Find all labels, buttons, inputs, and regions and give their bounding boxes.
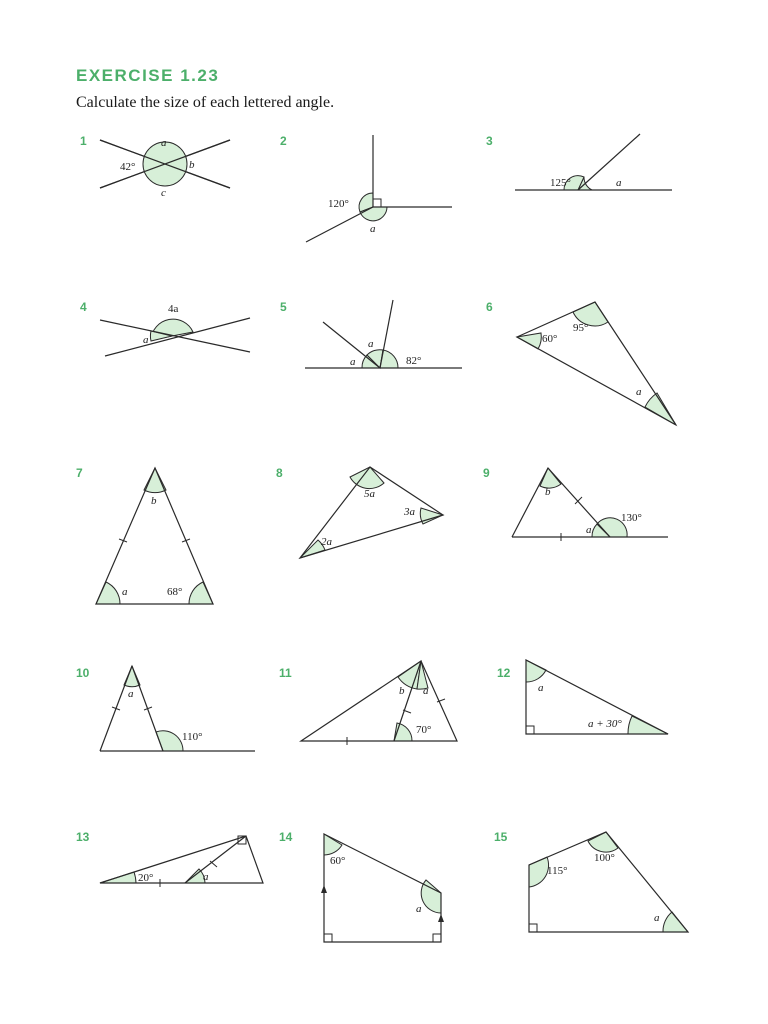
problem-number: 2: [280, 134, 287, 148]
angle-label: a: [538, 682, 544, 694]
angle-arc: [645, 393, 676, 425]
problem-15: [494, 830, 688, 932]
right-angle-marker: [529, 924, 537, 932]
angle-label: 70°: [416, 724, 432, 736]
line: [578, 134, 640, 190]
problem-number: 7: [76, 466, 83, 480]
problem-5: [280, 300, 462, 368]
angle-label: 130°: [621, 512, 642, 524]
problem-1: [80, 134, 230, 199]
angle-label: 115°: [547, 865, 568, 877]
problem-13: [76, 830, 263, 887]
angle-label: 120°: [328, 198, 349, 210]
problem-2: [280, 134, 452, 242]
parallel-arrow: [438, 914, 444, 922]
angle-arc: [96, 582, 120, 604]
equal-tick: [210, 861, 217, 867]
right-angle-marker: [526, 726, 534, 734]
angle-label: c: [161, 187, 166, 199]
problem-number: 12: [497, 666, 511, 680]
angle-label: a: [416, 903, 422, 915]
angle-label: 60°: [330, 855, 346, 867]
angle-label: 42°: [120, 161, 136, 173]
angle-arc: [526, 660, 546, 682]
angle-label: 100°: [594, 852, 615, 864]
angle-label: b: [545, 486, 551, 498]
parallel-arrow: [321, 885, 327, 893]
angle-label: a: [370, 223, 376, 235]
angle-arc: [156, 731, 183, 751]
problem-4: [80, 300, 250, 356]
line: [548, 468, 610, 537]
angle-arc: [663, 912, 688, 932]
angle-arc: [324, 834, 342, 855]
angle-label: 125°: [550, 177, 571, 189]
problem-number: 13: [76, 830, 90, 844]
problem-number: 11: [279, 666, 292, 680]
angle-label: a: [143, 334, 149, 346]
angle-label: a: [122, 586, 128, 598]
angle-label: a: [128, 688, 134, 700]
angle-label: a + 30°: [588, 718, 622, 730]
angle-label: a: [368, 338, 374, 350]
problem-number: 10: [76, 666, 90, 680]
problem-number: 9: [483, 466, 490, 480]
exercise-title: EXERCISE 1.23: [76, 66, 220, 85]
angle-label: a: [350, 356, 356, 368]
instruction-text: Calculate the size of each lettered angle.: [76, 94, 335, 111]
angle-arc: [189, 582, 213, 604]
angle-label: 82°: [406, 355, 422, 367]
problem-7: [76, 466, 213, 604]
problem-number: 3: [486, 134, 493, 148]
problem-9: [483, 466, 668, 541]
angle-label: a: [586, 524, 592, 536]
problem-number: 1: [80, 134, 87, 148]
angle-label: a: [654, 912, 660, 924]
angle-label: 4a: [168, 303, 179, 315]
angle-label: a: [616, 177, 622, 189]
angle-label: 68°: [167, 586, 183, 598]
line: [306, 207, 373, 242]
problem-11: [279, 661, 457, 745]
angle-label: 110°: [182, 731, 203, 743]
angle-label: 3a: [404, 506, 415, 518]
problem-8: [276, 466, 443, 558]
problem-10: [76, 666, 255, 751]
line: [512, 468, 548, 537]
problem-3: [486, 134, 672, 190]
triangle: [301, 661, 457, 741]
problem-number: 6: [486, 300, 493, 314]
angle-arc: [144, 468, 166, 493]
problem-14: [279, 830, 444, 942]
problem-12: [497, 660, 668, 734]
angle-label: b: [399, 685, 405, 697]
angle-label: 2a: [321, 536, 332, 548]
angle-label: a: [636, 386, 642, 398]
problem-number: 4: [80, 300, 87, 314]
angle-label: a: [203, 871, 209, 883]
angle-label: 5a: [364, 488, 375, 500]
problem-number: 8: [276, 466, 283, 480]
angle-label: b: [189, 159, 195, 171]
angle-label: 60°: [542, 333, 558, 345]
right-angle-marker: [433, 934, 441, 942]
right-angle-marker: [324, 934, 332, 942]
angle-label: 20°: [138, 872, 154, 884]
angle-arc: [124, 666, 140, 687]
problem-6: [486, 300, 676, 425]
angle-label: b: [151, 495, 157, 507]
angle-label: a: [423, 685, 429, 697]
problem-number: 5: [280, 300, 287, 314]
equal-tick: [575, 497, 582, 504]
problem-number: 15: [494, 830, 508, 844]
right-angle-marker: [373, 199, 381, 207]
angle-label: a: [161, 137, 167, 149]
line: [185, 836, 246, 883]
problem-number: 14: [279, 830, 293, 844]
angle-label: 95°: [573, 322, 589, 334]
angle-arc: [529, 857, 549, 887]
